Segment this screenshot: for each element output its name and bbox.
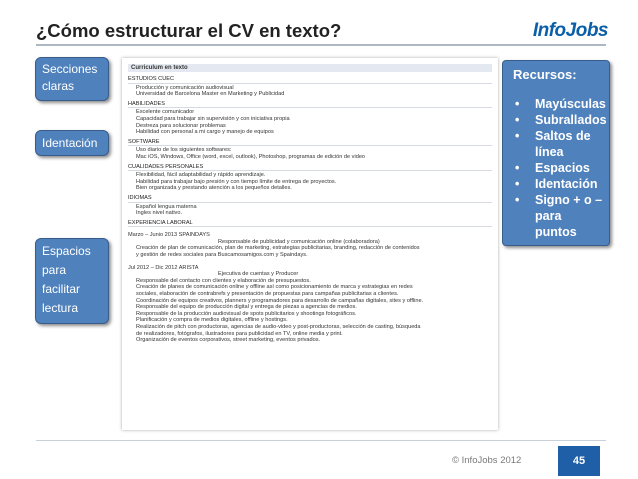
job-line: sociales, elaboración de contrabrefs y presentación de propuestas para campañas publicitarias a clientes.: [136, 291, 399, 298]
cv-section-estudios: [128, 76, 492, 98]
job-line: Coordinación de equipos creativos, planners y programadores para desarrollo de campañas digitales, sites y offline.: [136, 297, 424, 304]
section-title: HABILIDADES: [128, 101, 492, 109]
section-line: Mac iOS, Windows, Office (word, excel, outlook), Photoshop, programas de edición de video: [136, 153, 366, 160]
callout-identacion: Identación: [35, 130, 109, 156]
section-line: Destreza para solucionar problemas: [136, 122, 226, 129]
bullet-icon: •: [515, 97, 520, 111]
page-number: 45: [558, 446, 600, 476]
section-title: ESTUDIOS CUEC: [128, 76, 492, 84]
section-line: Flexibilidad, fácil adaptabilidad y rápido aprendizaje.: [136, 172, 266, 179]
footer-divider: [36, 440, 606, 441]
resource-item: [513, 128, 603, 160]
bullet-icon: •: [515, 177, 520, 191]
section-line: Uso diario de los siguientes softwares:: [136, 147, 232, 154]
resource-item: [513, 160, 603, 176]
resource-item-label: Mayúsculas: [535, 97, 606, 111]
resources-title: Recursos:: [513, 67, 577, 82]
job-period: Jul 2012 – Dic 2012 ARISTA: [128, 264, 199, 271]
resource-item: [513, 176, 603, 192]
job-line: de realizadores, fotógrafos, ilustradores para publicidad en TV, online media y print.: [136, 330, 343, 337]
section-line: Producción y comunicación audiovisual: [136, 84, 234, 91]
job-role: Ejecutiva de cuentas y Producer: [218, 271, 299, 278]
cv-section-software: [128, 139, 492, 161]
job-period: Marzo – Junio 2013 SPAINDAYS: [128, 232, 210, 239]
section-line: Ingles nivel nativo.: [136, 210, 183, 217]
infojobs-logo: InfoJobs: [532, 20, 608, 41]
resource-item: [513, 192, 603, 240]
bullet-icon: •: [515, 161, 520, 175]
section-title: EXPERIENCIA LABORAL: [128, 220, 492, 228]
resource-item: [513, 112, 607, 128]
section-title: SOFTWARE: [128, 139, 492, 147]
cv-header: Curriculum en texto: [128, 64, 492, 72]
cv-section-habilidades: [128, 101, 492, 136]
section-line: Capacidad para trabajar sin supervisión y con iniciativa propia: [136, 115, 290, 122]
bullet-icon: •: [515, 129, 520, 143]
job-line: Responsable del contacto con clientes y elaboración de presupuestos.: [136, 277, 311, 284]
job-line: Responsable del equipo de producción digital y entrega de piezas a agencias de medios.: [136, 304, 357, 311]
resource-item-label: Subrallados: [535, 113, 607, 127]
callout-secciones: Secciones claras: [35, 57, 109, 101]
section-line: Universidad de Barcelona Master en Marketing y Publicidad: [136, 91, 285, 98]
cv-document: [122, 58, 498, 430]
section-line: Español lengua materna: [136, 203, 197, 210]
cv-section-idiomas: [128, 195, 492, 217]
title-divider: [36, 44, 606, 46]
resource-item: [513, 96, 606, 112]
job-line: Organización de eventos corporativos, street marketing, eventos privados.: [136, 337, 321, 344]
resource-item-label: Espacios: [535, 161, 590, 175]
section-line: Habilidad con personal a mi cargo y manejo de equipos: [136, 129, 274, 136]
resources-box: [502, 60, 610, 246]
job-line: Creación de planes de comunicación online y offline así como posicionamiento de marca y estrategias en redes: [136, 284, 413, 291]
job-line: Planificación y compra de medios digitales, offline y hostings.: [136, 317, 288, 324]
footer-copyright: © InfoJobs 2012: [452, 455, 522, 466]
job-line: Responsable de la producción audiovisual de spots publicitarios y shootings fotográficos.: [136, 310, 357, 317]
resource-item-label: Identación: [535, 177, 598, 191]
cv-section-experiencia: [128, 220, 492, 344]
section-line: Habilidad para trabajar bajo presión y con tiempo límite de entrega de proyectos.: [136, 178, 337, 185]
section-line: Excelente comunicador: [136, 109, 195, 116]
job-role: Responsable de publicidad y comunicación online (colaboradora): [218, 238, 380, 245]
callout-espacios: Espacios para facilitar lectura: [35, 238, 109, 324]
bullet-icon: •: [515, 113, 520, 127]
section-title: IDIOMAS: [128, 195, 492, 203]
job-line: y gestión de redes sociales para Buscamosamigos.com y Spaindays.: [136, 252, 308, 259]
job-line: Realización de pitch con productoras, agencias de audio-video y post-productoras, selección de casting, búsqueda: [136, 324, 421, 330]
slide-title: ¿Cómo estructurar el CV en texto?: [36, 20, 342, 41]
bullet-icon: •: [515, 193, 520, 207]
cv-section-cualidades: [128, 164, 492, 192]
job-line: Creación de plan de comunicación, plan de marketing, estrategias publicitarias, branding, redacción de contenidos: [136, 245, 420, 252]
resource-item-label: Saltos de línea: [535, 129, 591, 159]
section-line: Bien organizada y prestando atención a los pequeños detalles.: [136, 185, 292, 192]
section-title: CUALIDADES PERSONALES: [128, 164, 492, 172]
resources-list: [513, 96, 607, 240]
resource-item-label: Signo + o – para puntos: [535, 193, 603, 239]
